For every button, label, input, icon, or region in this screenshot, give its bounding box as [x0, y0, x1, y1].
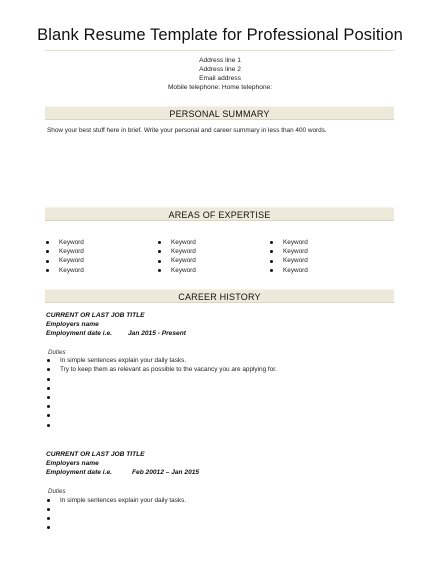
bullet-icon	[270, 241, 273, 244]
duties-label: Duties	[48, 349, 66, 356]
address-line-1: Address line 1	[199, 57, 241, 64]
keyword-item: Keyword	[158, 247, 248, 256]
bullet-icon	[158, 250, 161, 253]
bullet-icon	[47, 517, 50, 520]
keyword-item: Keyword	[270, 247, 360, 256]
bullet-icon	[47, 359, 50, 362]
document-title: Blank Resume Template for Professional Position	[37, 26, 403, 44]
email-address: Email address	[199, 75, 241, 82]
bullet-icon	[47, 414, 50, 417]
bullet-icon	[270, 250, 273, 253]
duty-item	[46, 411, 396, 420]
job-title: CURRENT OR LAST JOB TITLE	[46, 312, 145, 319]
duty-item	[46, 402, 396, 411]
bullet-icon	[46, 241, 49, 244]
bullet-icon	[47, 508, 50, 511]
title-divider	[45, 50, 394, 51]
section-heading-career-history: CAREER HISTORY	[45, 289, 394, 303]
bullet-icon	[46, 250, 49, 253]
bullet-icon	[47, 424, 50, 427]
bullet-icon	[158, 269, 161, 272]
employment-date-value: Jan 2015 - Present	[128, 330, 186, 337]
duty-item	[46, 374, 396, 383]
bullet-icon	[47, 405, 50, 408]
bullet-icon	[47, 378, 50, 381]
keyword-column-1	[46, 238, 136, 275]
bullet-icon	[270, 260, 273, 263]
employment-date-label: Employment date i.e.	[46, 469, 112, 476]
bullet-icon	[47, 387, 50, 390]
keyword-column-3	[270, 238, 360, 275]
bullet-icon	[46, 269, 49, 272]
employment-date-value: Feb 20012 – Jan 2015	[132, 469, 200, 476]
keyword-item: Keyword	[270, 238, 360, 247]
duty-item	[46, 505, 396, 514]
duty-item	[46, 393, 396, 402]
bullet-icon	[46, 260, 49, 263]
section-heading-areas-of-expertise: AREAS OF EXPERTISE	[45, 207, 394, 221]
bullet-icon	[47, 396, 50, 399]
duties-label: Duties	[48, 488, 66, 495]
keyword-item: Keyword	[46, 247, 136, 256]
employer-name: Employers name	[46, 321, 99, 328]
keyword-item: Keyword	[270, 256, 360, 265]
keyword-item: Keyword	[158, 256, 248, 265]
duty-item	[46, 514, 396, 523]
duty-item: In simple sentences explain your daily tasks.	[46, 356, 396, 365]
bullet-icon	[47, 368, 50, 371]
job-title: CURRENT OR LAST JOB TITLE	[46, 451, 145, 458]
personal-summary-text: Show your best stuff here in brief. Write your personal and career summary in less than 400 words.	[47, 127, 327, 134]
keyword-column-2	[158, 238, 248, 275]
keyword-item: Keyword	[46, 266, 136, 275]
duty-item	[46, 523, 396, 532]
keyword-item: Keyword	[270, 266, 360, 275]
bullet-icon	[158, 241, 161, 244]
duty-item	[46, 384, 396, 393]
address-line-2: Address line 2	[199, 66, 241, 73]
duty-item	[46, 420, 396, 429]
keyword-item: Keyword	[46, 238, 136, 247]
duty-item: In simple sentences explain your daily tasks.	[46, 496, 396, 505]
bullet-icon	[270, 269, 273, 272]
bullet-icon	[47, 526, 50, 529]
section-heading-personal-summary: PERSONAL SUMMARY	[45, 106, 394, 120]
keyword-item: Keyword	[158, 266, 248, 275]
bullet-icon	[158, 260, 161, 263]
employment-date-label: Employment date i.e.	[46, 330, 112, 337]
duty-item: Try to keep them as relevant as possible to the vacancy you are applying for.	[46, 365, 396, 374]
keyword-item: Keyword	[158, 238, 248, 247]
employer-name: Employers name	[46, 460, 99, 467]
keyword-item: Keyword	[46, 256, 136, 265]
telephone-line: Mobile telephone: Home telephone:	[167, 84, 273, 91]
bullet-icon	[47, 499, 50, 502]
